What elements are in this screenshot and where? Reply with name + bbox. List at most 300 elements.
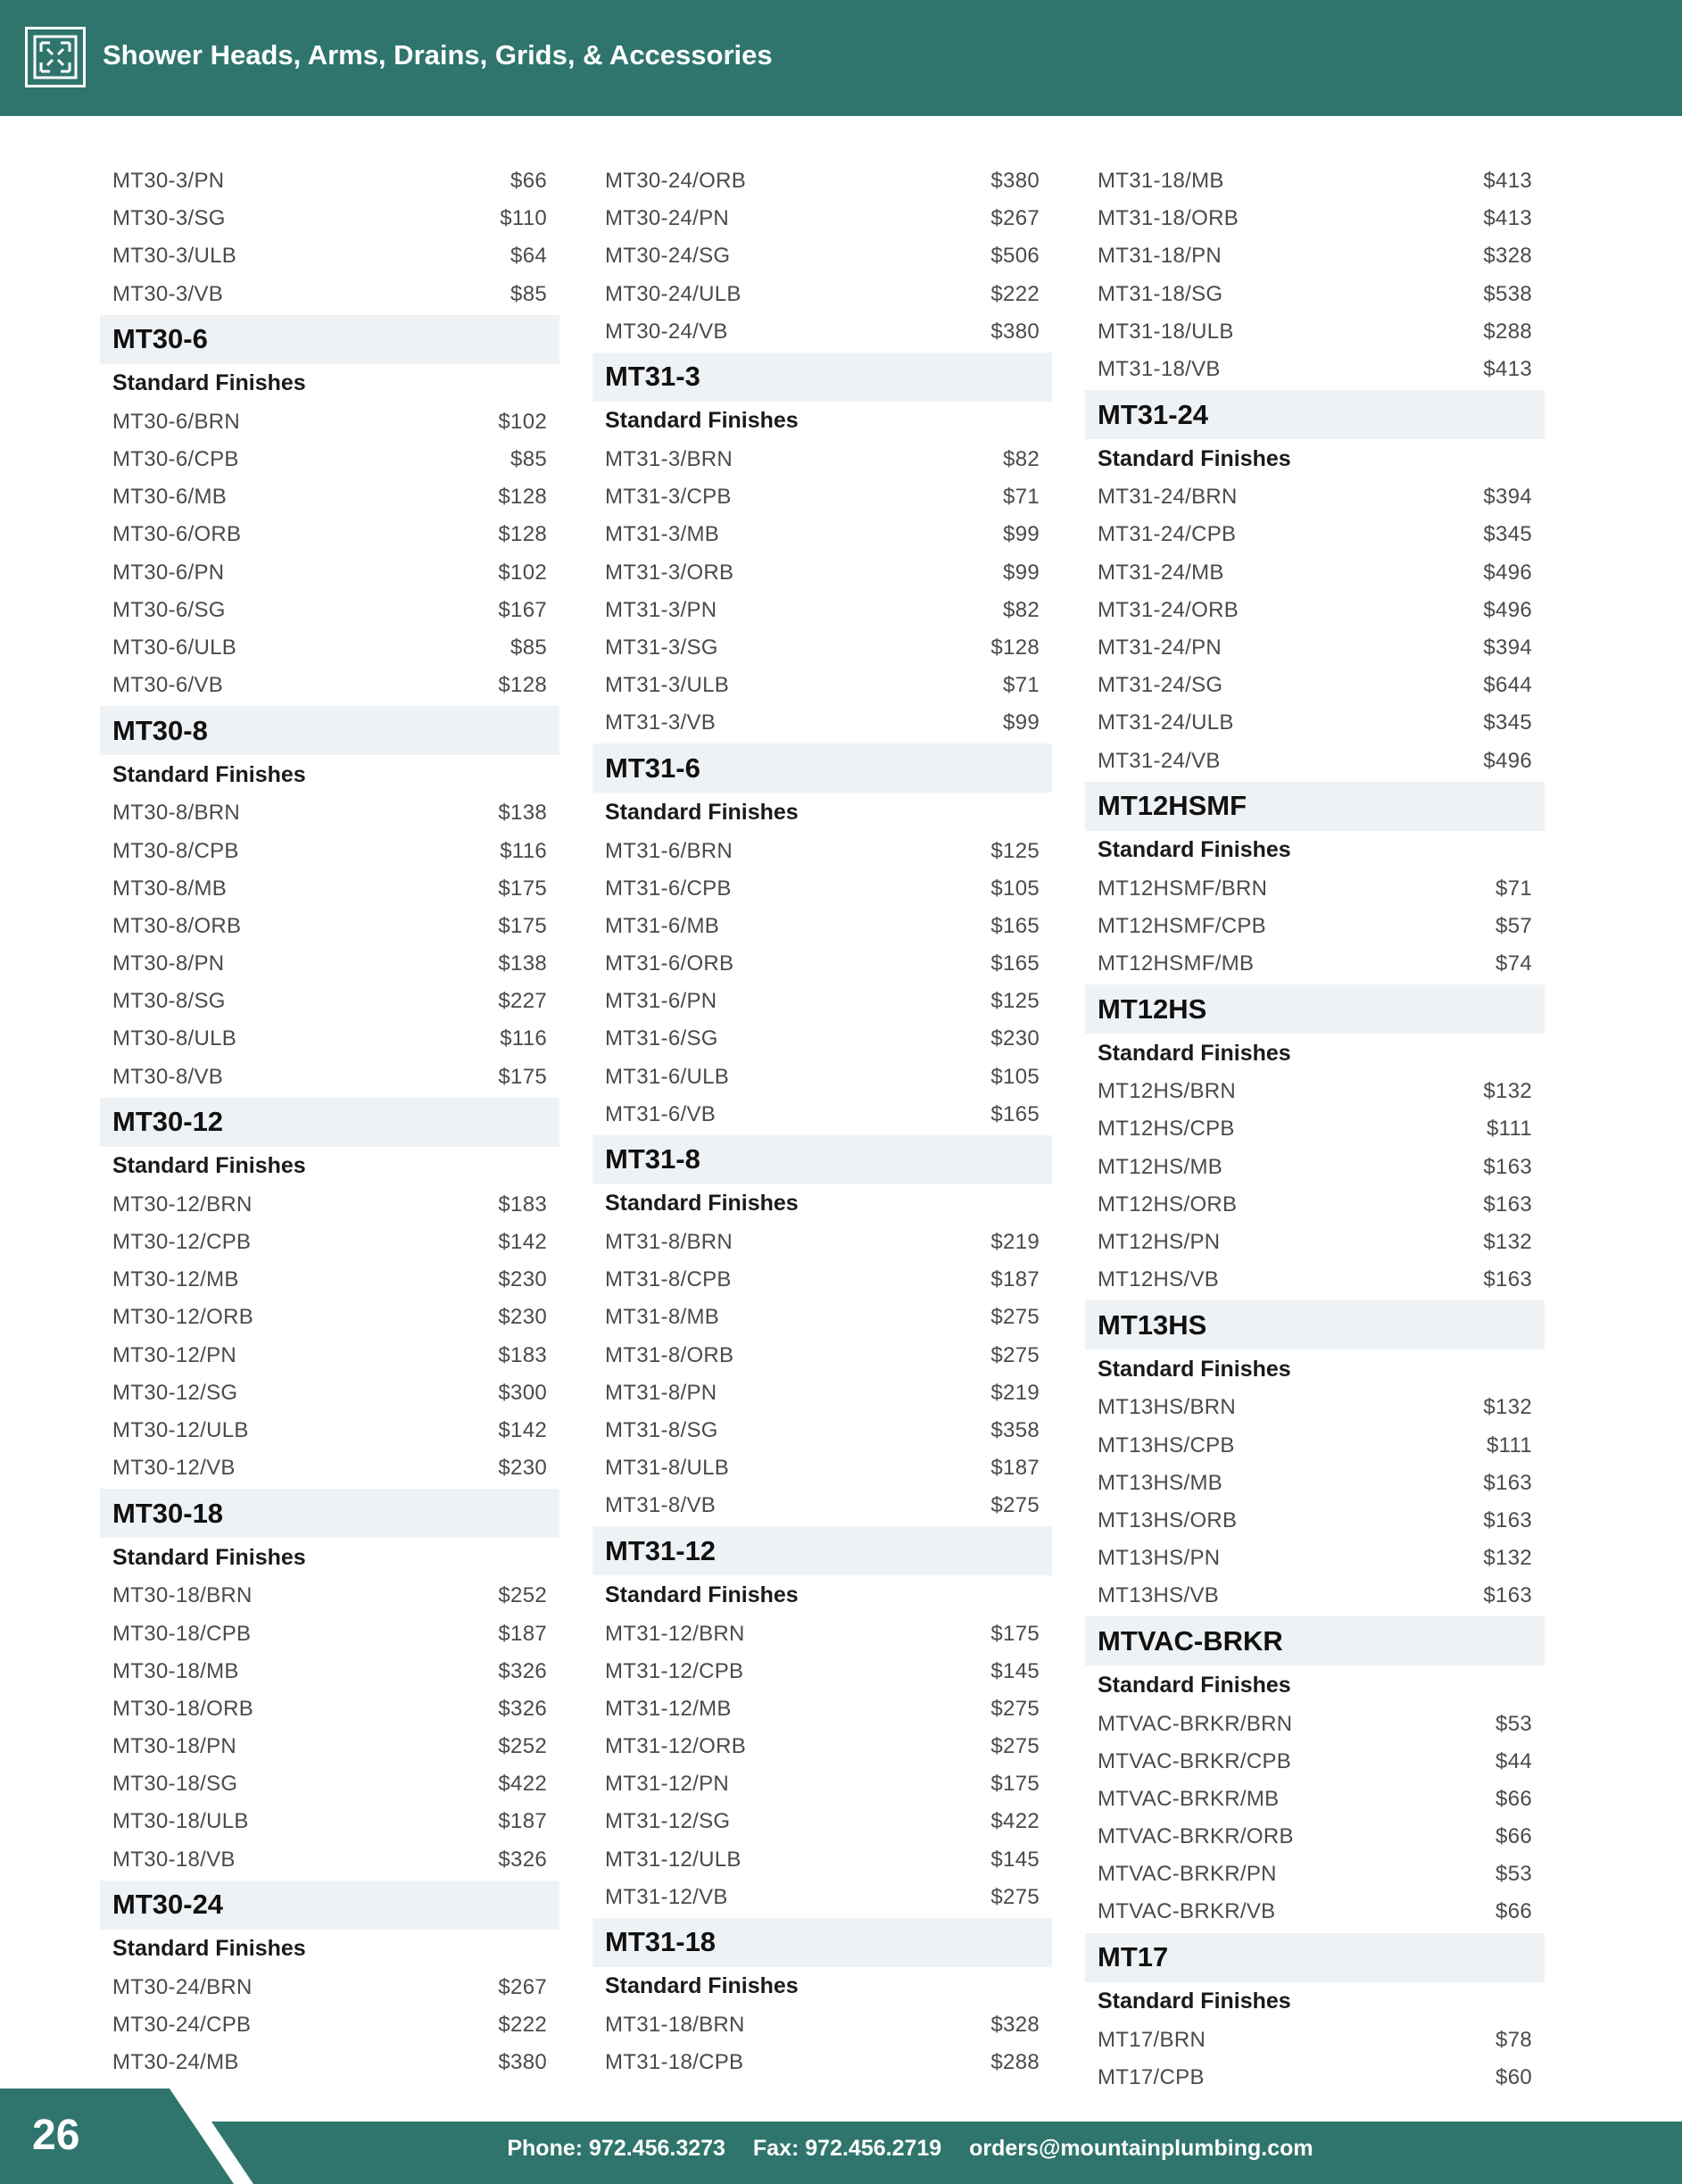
product-code: MT31-6/VB [605, 1101, 717, 1126]
product-price: $422 [990, 1809, 1040, 1834]
model-heading: MT12HSMF [1085, 782, 1545, 831]
product-price: $187 [498, 1621, 547, 1646]
product-code: MTVAC-BRKR/MB [1098, 1786, 1280, 1811]
price-row [592, 832, 1052, 869]
price-row [100, 554, 559, 592]
product-price: $145 [990, 1847, 1040, 1872]
product-price: $187 [990, 1456, 1040, 1481]
model-heading: MT30-18 [100, 1489, 559, 1538]
product-code: MT30-6/CPB [112, 447, 239, 472]
product-price: $288 [1483, 319, 1532, 344]
product-price: $275 [990, 1493, 1040, 1518]
price-row [592, 908, 1052, 945]
product-code: MT30-12/CPB [112, 1230, 252, 1255]
product-code: MT31-6/ULB [605, 1064, 730, 1089]
product-price: $496 [1483, 560, 1532, 585]
product-code: MT30-18/ORB [112, 1696, 254, 1721]
product-price: $230 [498, 1267, 547, 1292]
product-code: MT12HS/VB [1098, 1267, 1220, 1292]
product-price: $105 [990, 876, 1040, 901]
product-price: $102 [498, 560, 547, 585]
price-row [100, 629, 559, 667]
product-price: $128 [498, 673, 547, 698]
product-code: MT30-18/CPB [112, 1621, 252, 1646]
product-price: $326 [498, 1696, 547, 1721]
product-price: $110 [500, 206, 547, 231]
model-heading: MT31-18 [592, 1918, 1052, 1967]
product-price: $132 [1483, 1395, 1532, 1420]
price-row [100, 200, 559, 237]
product-price: $102 [498, 409, 547, 434]
price-row [592, 1299, 1052, 1336]
product-price: $275 [990, 1696, 1040, 1721]
price-row [1085, 162, 1545, 200]
product-price: $380 [990, 169, 1040, 194]
product-code: MT30-8/ORB [112, 913, 242, 938]
price-row [592, 1765, 1052, 1803]
product-price: $66 [1496, 1824, 1532, 1849]
finish-subheading: Standard Finishes [605, 799, 799, 825]
product-code: MT13HS/CPB [1098, 1432, 1235, 1457]
price-column-1 [100, 162, 559, 2081]
price-row [100, 441, 559, 478]
product-code: MT30-8/CPB [112, 838, 239, 863]
product-code: MT31-18/BRN [605, 2013, 745, 2038]
product-code: MT31-12/ULB [605, 1847, 742, 1872]
product-price: $275 [990, 1305, 1040, 1330]
price-row [100, 1299, 559, 1336]
product-code: MT30-12/PN [112, 1342, 237, 1367]
price-row [100, 1690, 559, 1728]
product-code: MT31-3/SG [605, 635, 718, 660]
price-row [1085, 478, 1545, 516]
price-row [1085, 1224, 1545, 1261]
price-row [592, 1337, 1052, 1374]
product-price: $142 [498, 1417, 547, 1442]
finish-subheading: Standard Finishes [112, 370, 306, 396]
footer-fax: Fax: 972.456.2719 [752, 2136, 942, 2161]
page-header [0, 0, 1682, 116]
product-price: $163 [1483, 1154, 1532, 1179]
product-price: $187 [990, 1267, 1040, 1292]
product-code: MT31-6/ORB [605, 951, 734, 976]
product-code: MT30-6/PN [112, 560, 225, 585]
finish-subheading: Standard Finishes [1098, 1989, 1291, 2014]
product-code: MT13HS/ORB [1098, 1507, 1238, 1532]
product-price: $142 [498, 1230, 547, 1255]
price-row [592, 983, 1052, 1020]
product-code: MT31-6/SG [605, 1026, 718, 1051]
product-code: MT31-3/CPB [605, 485, 732, 510]
product-code: MT31-18/VB [1098, 357, 1221, 382]
product-code: MT30-12/MB [112, 1267, 239, 1292]
product-code: MT30-6/ORB [112, 522, 242, 547]
product-price: $57 [1496, 913, 1532, 938]
product-price: $138 [498, 801, 547, 826]
product-code: MT30-18/PN [112, 1734, 237, 1759]
product-price: $165 [990, 1101, 1040, 1126]
product-code: MTVAC-BRKR/VB [1098, 1899, 1276, 1924]
product-price: $132 [1483, 1079, 1532, 1104]
finish-subheading: Standard Finishes [1098, 445, 1291, 471]
model-heading: MT31-12 [592, 1526, 1052, 1575]
product-code: MT31-8/ULB [605, 1456, 730, 1481]
product-code: MTVAC-BRKR/ORB [1098, 1824, 1294, 1849]
price-row [100, 1449, 559, 1487]
price-row [1085, 1893, 1545, 1931]
product-code: MT13HS/PN [1098, 1546, 1221, 1571]
model-heading: MT31-6 [592, 743, 1052, 793]
price-row [100, 667, 559, 704]
price-row [592, 1803, 1052, 1840]
finish-subheading: Standard Finishes [112, 1544, 306, 1570]
product-price: $328 [990, 2013, 1040, 2038]
product-price: $66 [510, 169, 547, 194]
product-price: $644 [1483, 673, 1532, 698]
product-price: $288 [990, 2050, 1040, 2075]
product-price: $125 [990, 838, 1040, 863]
finish-subheading: Standard Finishes [605, 408, 799, 434]
price-row [592, 276, 1052, 313]
product-price: $99 [1003, 522, 1040, 547]
price-row [100, 592, 559, 629]
product-price: $183 [498, 1342, 547, 1367]
product-code: MT30-6/MB [112, 485, 228, 510]
product-code: MT30-12/BRN [112, 1192, 253, 1217]
product-price: $175 [498, 913, 547, 938]
product-code: MT31-24/BRN [1098, 485, 1238, 510]
product-code: MT12HSMF/CPB [1098, 913, 1266, 938]
finish-subheading: Standard Finishes [605, 1582, 799, 1607]
product-price: $394 [1483, 635, 1532, 660]
price-row [100, 1803, 559, 1840]
price-row [100, 237, 559, 275]
product-code: MT12HS/MB [1098, 1154, 1223, 1179]
product-price: $394 [1483, 485, 1532, 510]
product-code: MT31-8/MB [605, 1305, 720, 1330]
product-code: MT30-3/SG [112, 206, 226, 231]
product-price: $111 [1486, 1432, 1532, 1457]
product-code: MT31-24/CPB [1098, 522, 1237, 547]
product-price: $496 [1483, 748, 1532, 773]
product-code: MT30-24/BRN [112, 1974, 253, 1999]
price-row [1085, 351, 1545, 388]
product-code: MT31-6/PN [605, 989, 717, 1014]
product-code: MT31-8/BRN [605, 1230, 733, 1255]
product-price: $85 [510, 635, 547, 660]
product-code: MT13HS/MB [1098, 1470, 1223, 1495]
price-row [100, 1186, 559, 1224]
product-price: $163 [1483, 1192, 1532, 1217]
product-price: $165 [990, 951, 1040, 976]
price-row [1085, 1540, 1545, 1577]
price-row [1085, 1110, 1545, 1148]
product-code: MT30-3/ULB [112, 244, 237, 269]
product-code: MT30-8/BRN [112, 801, 241, 826]
product-price: $345 [1483, 522, 1532, 547]
product-code: MT31-18/CPB [605, 2050, 744, 2075]
price-row [592, 592, 1052, 629]
product-code: MT30-6/ULB [112, 635, 237, 660]
model-heading: MTVAC-BRKR [1085, 1616, 1545, 1665]
price-row [100, 794, 559, 832]
price-row [100, 478, 559, 516]
product-code: MT31-12/MB [605, 1696, 732, 1721]
finish-subheading: Standard Finishes [112, 1153, 306, 1179]
price-column-2 [592, 162, 1052, 2081]
finish-subheading: Standard Finishes [1098, 1040, 1291, 1066]
product-price: $44 [1496, 1748, 1532, 1773]
product-price: $252 [498, 1583, 547, 1608]
price-row [100, 162, 559, 200]
product-code: MT30-18/ULB [112, 1809, 249, 1834]
price-row [592, 1261, 1052, 1299]
price-row [100, 1841, 559, 1879]
price-row [1085, 1261, 1545, 1299]
price-row [1085, 516, 1545, 553]
product-price: $413 [1483, 357, 1532, 382]
product-price: $538 [1483, 281, 1532, 306]
product-code: MT31-3/ULB [605, 673, 730, 698]
model-heading: MT31-3 [592, 353, 1052, 402]
product-code: MT30-8/SG [112, 989, 226, 1014]
product-price: $116 [500, 838, 547, 863]
product-price: $175 [990, 1621, 1040, 1646]
price-row [1085, 1073, 1545, 1110]
product-price: $163 [1483, 1583, 1532, 1608]
price-row [100, 870, 559, 908]
price-row [100, 983, 559, 1020]
price-row [592, 1653, 1052, 1690]
price-row [1085, 1705, 1545, 1742]
price-row [100, 832, 559, 869]
price-row [100, 516, 559, 553]
product-code: MT30-3/VB [112, 281, 224, 306]
product-price: $132 [1483, 1230, 1532, 1255]
price-row [1085, 629, 1545, 667]
product-price: $252 [498, 1734, 547, 1759]
finish-subheading: Standard Finishes [605, 1973, 799, 1999]
price-row [592, 478, 1052, 516]
product-price: $413 [1483, 169, 1532, 194]
model-heading: MT17 [1085, 1933, 1545, 1982]
footer-email[interactable]: orders@mountainplumbing.com [969, 2136, 1313, 2161]
product-price: $326 [498, 1658, 547, 1683]
product-price: $300 [498, 1380, 547, 1405]
product-price: $175 [990, 1772, 1040, 1797]
product-code: MT31-12/PN [605, 1772, 730, 1797]
product-price: $125 [990, 989, 1040, 1014]
product-code: MT31-8/VB [605, 1493, 717, 1518]
product-code: MT31-18/MB [1098, 169, 1224, 194]
product-price: $111 [1486, 1117, 1532, 1142]
price-row [592, 1449, 1052, 1487]
price-row [592, 667, 1052, 704]
product-price: $163 [1483, 1507, 1532, 1532]
product-code: MT30-8/PN [112, 951, 225, 976]
price-row [592, 516, 1052, 553]
product-price: $230 [498, 1456, 547, 1481]
product-price: $345 [1483, 710, 1532, 735]
price-row [1085, 1781, 1545, 1818]
product-price: $219 [990, 1380, 1040, 1405]
price-row [592, 1020, 1052, 1058]
product-price: $413 [1483, 206, 1532, 231]
product-code: MT31-24/SG [1098, 673, 1223, 698]
product-code: MT30-24/ULB [605, 281, 742, 306]
price-row [1085, 554, 1545, 592]
product-code: MTVAC-BRKR/PN [1098, 1862, 1277, 1887]
footer-contact [464, 2136, 1356, 2162]
product-price: $187 [498, 1809, 547, 1834]
price-row [592, 200, 1052, 237]
product-price: $326 [498, 1847, 547, 1872]
product-price: $53 [1496, 1711, 1532, 1736]
frame-logo-icon [25, 27, 86, 87]
product-code: MT31-18/SG [1098, 281, 1223, 306]
product-code: MT12HSMF/BRN [1098, 876, 1268, 901]
product-price: $105 [990, 1064, 1040, 1089]
product-price: $99 [1003, 710, 1040, 735]
product-code: MT30-24/SG [605, 244, 731, 269]
finish-subheading: Standard Finishes [605, 1191, 799, 1217]
product-code: MT31-3/BRN [605, 447, 733, 472]
product-price: $267 [498, 1974, 547, 1999]
model-heading: MT30-8 [100, 706, 559, 755]
product-code: MT12HS/BRN [1098, 1079, 1237, 1104]
product-code: MT31-24/ULB [1098, 710, 1234, 735]
product-code: MT30-12/ORB [112, 1305, 254, 1330]
price-row [100, 1412, 559, 1449]
product-price: $222 [990, 281, 1040, 306]
product-code: MT30-18/VB [112, 1847, 236, 1872]
product-price: $85 [510, 281, 547, 306]
price-row [1085, 1389, 1545, 1426]
product-price: $230 [498, 1305, 547, 1330]
product-code: MT30-8/MB [112, 876, 228, 901]
price-row [100, 403, 559, 441]
product-price: $230 [990, 1026, 1040, 1051]
product-price: $422 [498, 1772, 547, 1797]
price-row [1085, 1856, 1545, 1893]
page-number: 26 [32, 2112, 80, 2159]
finish-subheading: Standard Finishes [1098, 1356, 1291, 1382]
product-price: $53 [1496, 1862, 1532, 1887]
product-price: $132 [1483, 1546, 1532, 1571]
product-code: MT31-12/BRN [605, 1621, 745, 1646]
price-row [592, 1487, 1052, 1524]
finish-subheading: Standard Finishes [1098, 1672, 1291, 1698]
product-code: MT31-3/ORB [605, 560, 734, 585]
price-row [592, 441, 1052, 478]
product-code: MT31-24/PN [1098, 635, 1222, 660]
product-price: $74 [1496, 951, 1532, 976]
price-row [100, 1261, 559, 1299]
product-code: MT30-3/PN [112, 169, 225, 194]
product-code: MT31-8/PN [605, 1380, 717, 1405]
price-row [592, 629, 1052, 667]
price-row [100, 1577, 559, 1615]
price-row [1085, 945, 1545, 983]
price-row [592, 2044, 1052, 2081]
product-price: $128 [498, 522, 547, 547]
price-row [1085, 1743, 1545, 1781]
product-price: $380 [498, 2050, 547, 2075]
product-price: $66 [1496, 1899, 1532, 1924]
product-price: $275 [990, 1342, 1040, 1367]
product-code: MT31-3/MB [605, 522, 720, 547]
price-row [1085, 704, 1545, 742]
price-row [592, 237, 1052, 275]
product-price: $66 [1496, 1786, 1532, 1811]
price-row [100, 1059, 559, 1096]
product-code: MT30-24/PN [605, 206, 730, 231]
product-code: MT30-12/VB [112, 1456, 236, 1481]
product-code: MT12HS/CPB [1098, 1117, 1235, 1142]
price-row [100, 1224, 559, 1261]
product-code: MT31-3/PN [605, 597, 717, 622]
price-row [1085, 870, 1545, 908]
product-code: MT13HS/BRN [1098, 1395, 1237, 1420]
price-row [592, 313, 1052, 351]
product-price: $60 [1496, 2064, 1532, 2089]
product-code: MT17/CPB [1098, 2064, 1205, 2089]
product-code: MT30-18/SG [112, 1772, 238, 1797]
product-code: MT30-8/VB [112, 1064, 224, 1089]
model-heading: MT30-6 [100, 315, 559, 364]
product-price: $358 [990, 1417, 1040, 1442]
price-row [100, 276, 559, 313]
price-row [100, 945, 559, 983]
price-row [592, 554, 1052, 592]
product-price: $506 [990, 244, 1040, 269]
product-code: MT31-24/VB [1098, 748, 1221, 773]
product-code: MT31-18/ORB [1098, 206, 1239, 231]
product-code: MT30-24/CPB [112, 2013, 252, 2038]
product-price: $267 [990, 206, 1040, 231]
product-price: $275 [990, 1884, 1040, 1909]
product-price: $496 [1483, 597, 1532, 622]
product-code: MT31-6/MB [605, 913, 720, 938]
product-code: MT31-24/MB [1098, 560, 1224, 585]
product-price: $163 [1483, 1470, 1532, 1495]
product-code: MT31-6/CPB [605, 876, 732, 901]
product-price: $138 [498, 951, 547, 976]
product-price: $71 [1003, 485, 1040, 510]
price-row [592, 2006, 1052, 2044]
finish-subheading: Standard Finishes [112, 761, 306, 787]
product-code: MT30-6/VB [112, 673, 224, 698]
price-row [1085, 313, 1545, 351]
finish-subheading: Standard Finishes [112, 1936, 306, 1962]
product-code: MT31-8/SG [605, 1417, 718, 1442]
product-code: MT12HSMF/MB [1098, 951, 1255, 976]
price-row [100, 2006, 559, 2044]
price-row [1085, 1577, 1545, 1615]
price-row [592, 1224, 1052, 1261]
product-price: $71 [1496, 876, 1532, 901]
product-price: $78 [1496, 2027, 1532, 2052]
product-price: $275 [990, 1734, 1040, 1759]
price-row [1085, 742, 1545, 779]
product-price: $222 [498, 2013, 547, 2038]
price-row [1085, 200, 1545, 237]
product-code: MT30-6/SG [112, 597, 226, 622]
price-row [592, 1059, 1052, 1096]
price-row [592, 1615, 1052, 1652]
price-row [1085, 592, 1545, 629]
product-code: MTVAC-BRKR/BRN [1098, 1711, 1293, 1736]
